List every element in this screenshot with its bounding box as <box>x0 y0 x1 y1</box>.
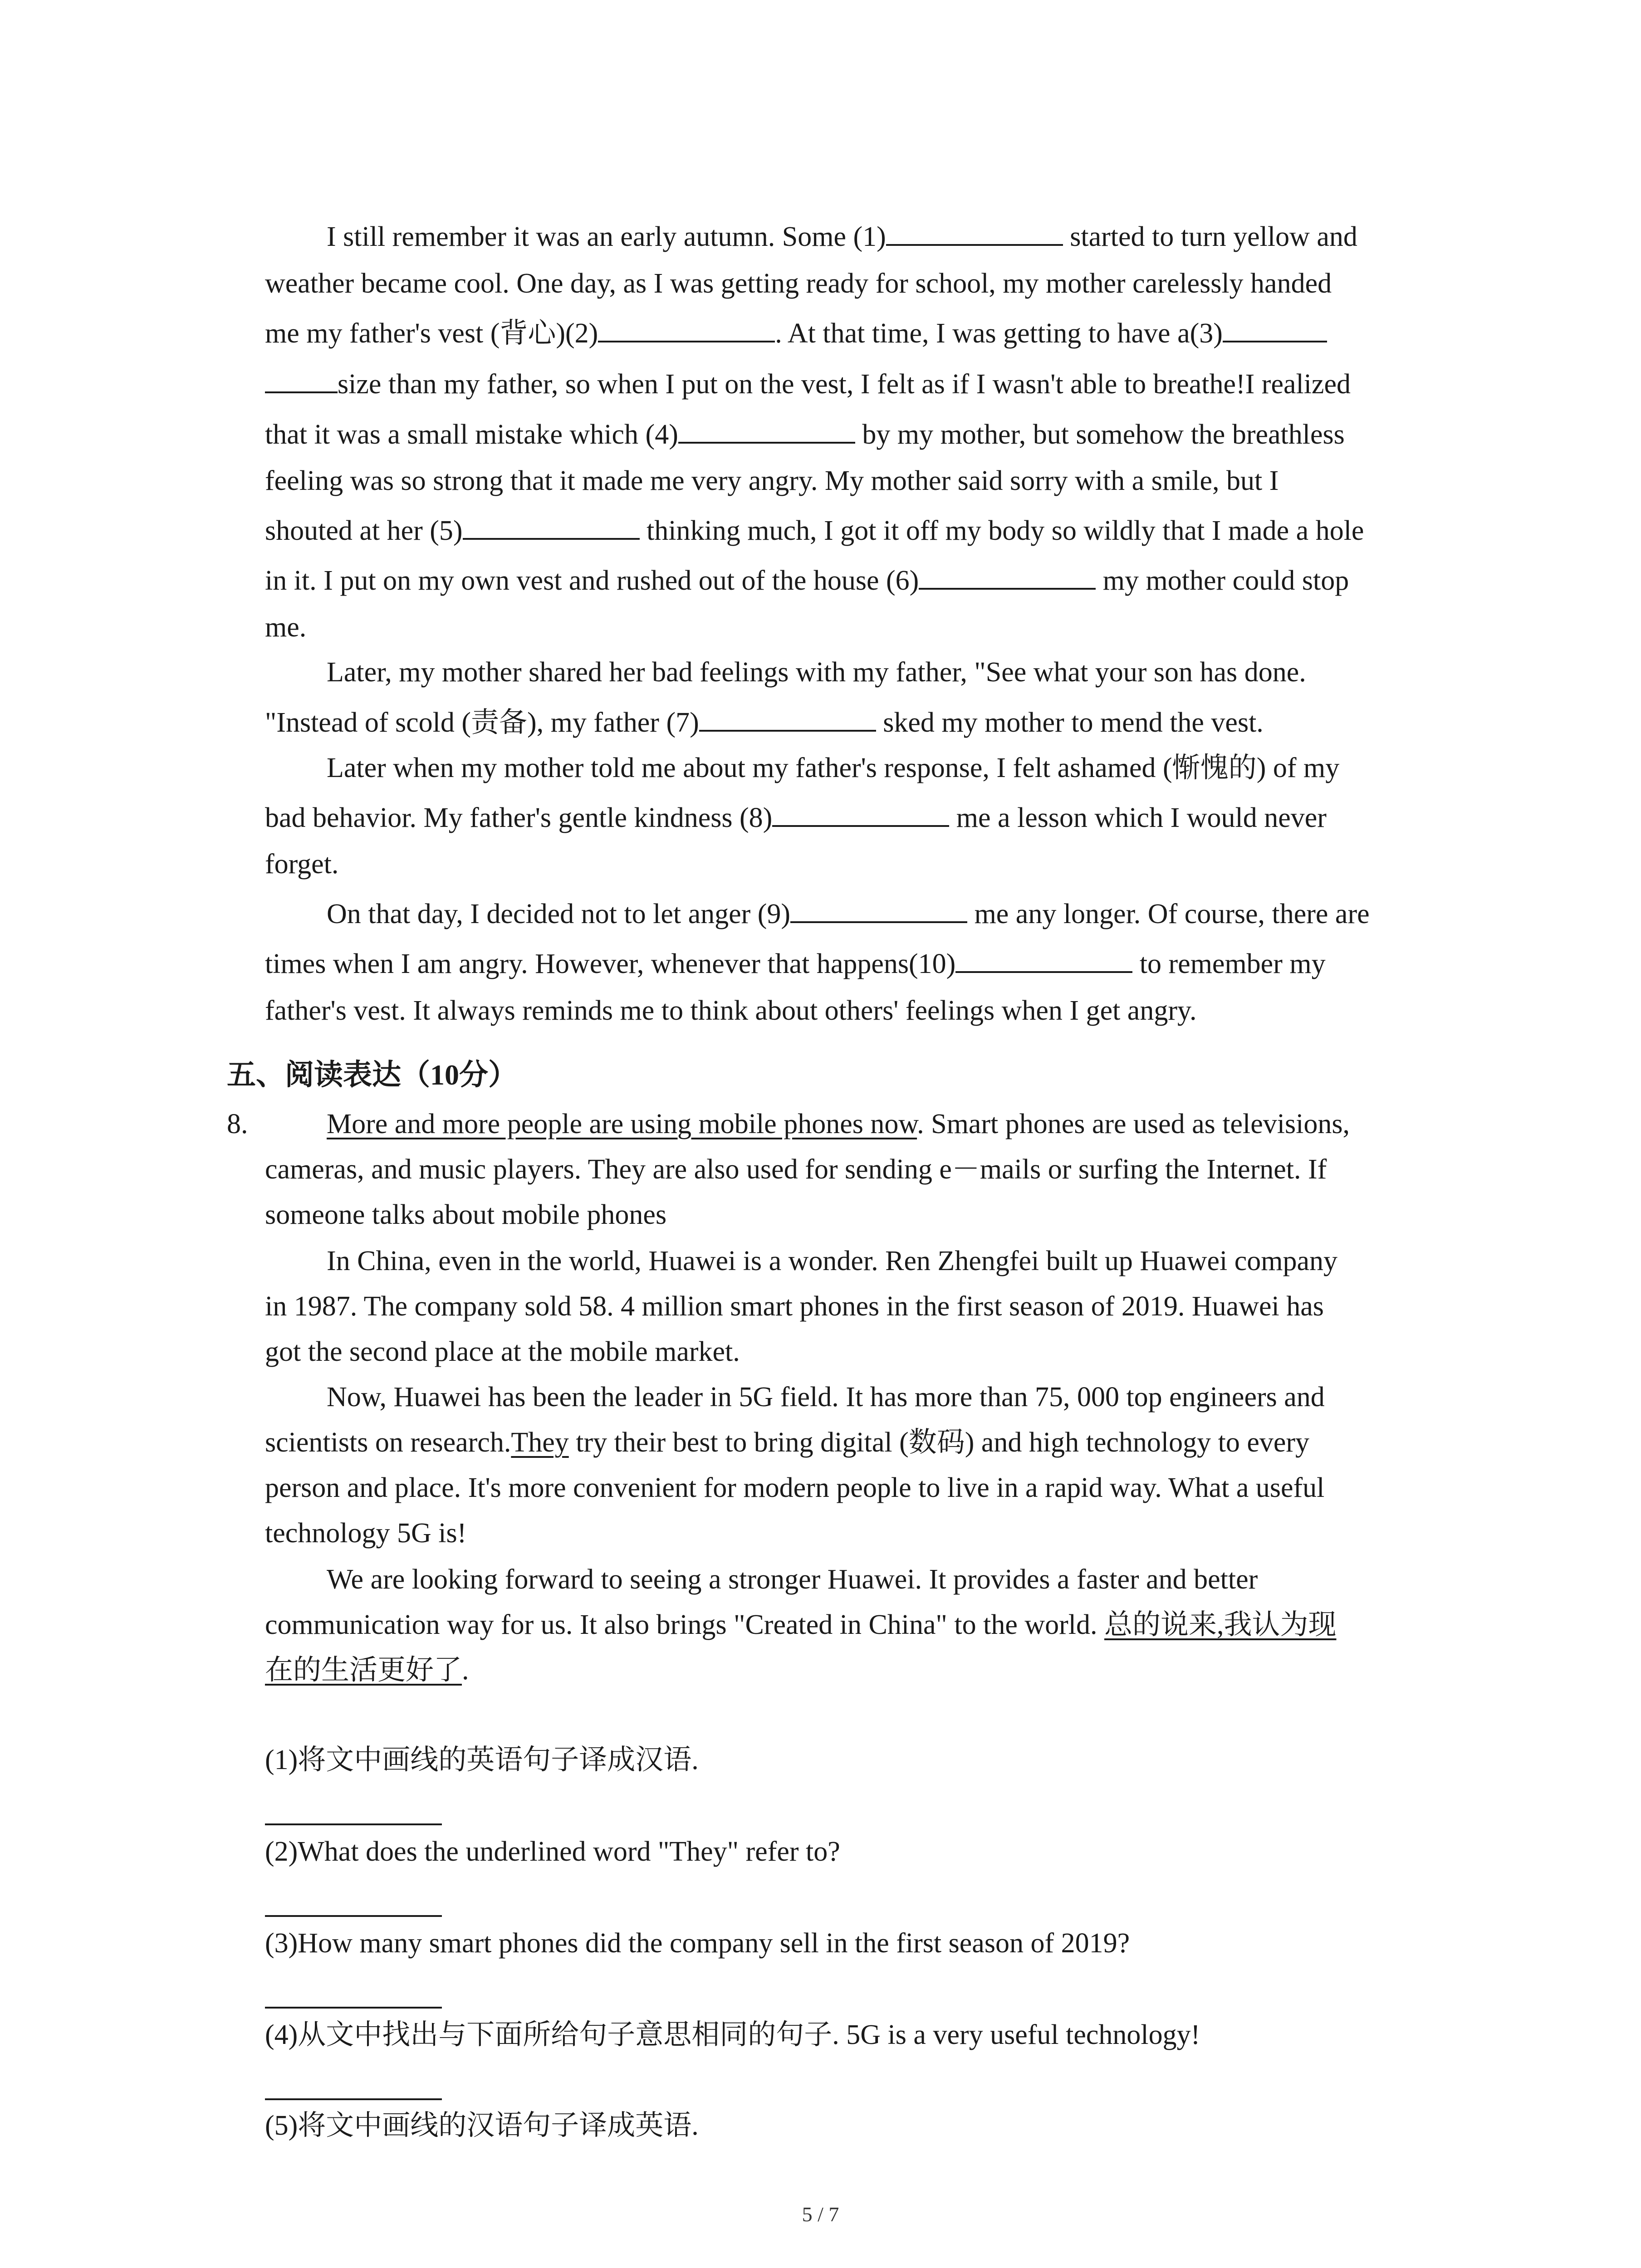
cloze-line: me. <box>265 612 307 643</box>
answer-line-4[interactable] <box>265 2098 442 2100</box>
cloze-text: to remember my <box>1132 948 1326 979</box>
cloze-text: in it. I put on my own vest and rushed out of the house (6) <box>265 565 919 596</box>
reading-line: person and place. It's more convenient for modern people to live in a rapid way. What a useful <box>265 1472 1325 1503</box>
cloze-text: my mother could stop <box>1096 565 1349 596</box>
cloze-line: forget. <box>265 849 339 880</box>
cloze-line <box>265 412 1345 457</box>
cloze-text: me a lesson which I would never <box>949 802 1327 833</box>
cloze-text: thinking much, I got it off my body so wildly that I made a hole <box>639 515 1364 546</box>
underlined-word: They <box>511 1427 569 1458</box>
cloze-text: bad behavior. My father's gentle kindness (8) <box>265 802 773 833</box>
cloze-text: On that day, I decided not to let anger (9) <box>327 899 791 929</box>
answer-blank-5[interactable] <box>463 513 640 540</box>
cloze-text: "Instead of scold (责备), my father (7) <box>265 707 699 738</box>
reading-text: communication way for us. It also brings "Created in China" to the world. <box>265 1609 1104 1640</box>
question-2: (2)What does the underlined word "They" refer to? <box>265 1836 840 1867</box>
cloze-text: me my father's vest (背心)(2) <box>265 318 598 349</box>
question-number: 8. <box>227 1109 248 1139</box>
reading-line: technology 5G is! <box>265 1518 467 1549</box>
page-number: 5 / 7 <box>802 2203 839 2226</box>
reading-text: . <box>462 1655 469 1686</box>
cloze-line: father's vest. It always reminds me to think about others' feelings when I get angry. <box>265 995 1197 1026</box>
reading-line: in 1987. The company sold 58. 4 million smart phones in the first season of 2019. Huawei has <box>265 1291 1324 1322</box>
reading-line: got the second place at the mobile market. <box>265 1336 740 1367</box>
answer-line-2[interactable] <box>265 1915 442 1917</box>
answer-blank-1[interactable] <box>886 219 1063 246</box>
cloze-line: feeling was so strong that it made me very angry. My mother said sorry with a smile, but I <box>265 465 1279 496</box>
underlined-chinese-sentence: 在的生活更好了 <box>265 1655 462 1686</box>
answer-blank-10[interactable] <box>955 946 1132 973</box>
underlined-chinese-sentence: 总的说来,我认为现 <box>1104 1609 1337 1640</box>
reading-line <box>265 1602 1337 1647</box>
cloze-line: Later when my mother told me about my father's response, I felt ashamed (惭愧的) of my <box>327 753 1340 783</box>
reading-text: . Smart phones are used as televisions, <box>917 1109 1350 1139</box>
reading-line <box>265 1647 469 1693</box>
cloze-line <box>327 214 1357 259</box>
cloze-line <box>265 795 1327 841</box>
cloze-line <box>265 311 1327 356</box>
question-3: (3)How many smart phones did the company sell in the first season of 2019? <box>265 1928 1130 1959</box>
cloze-text: size than my father, so when I put on the vest, I felt as if I wasn't able to breathe!I realized <box>338 369 1351 400</box>
answer-blank-6[interactable] <box>919 562 1096 590</box>
cloze-text: . At that time, I was getting to have a(3) <box>775 318 1223 349</box>
cloze-text: shouted at her (5) <box>265 515 463 546</box>
cloze-line <box>265 941 1326 987</box>
cloze-line <box>265 558 1349 603</box>
answer-blank-8[interactable] <box>772 800 949 827</box>
cloze-text: that it was a small mistake which (4) <box>265 419 678 450</box>
answer-line-3[interactable] <box>265 2007 442 2009</box>
reading-line: someone talks about mobile phones <box>265 1199 667 1230</box>
cloze-line <box>265 362 1351 407</box>
cloze-line: weather became cool. One day, as I was getting ready for school, my mother carelessly handed <box>265 268 1332 299</box>
reading-line: In China, even in the world, Huawei is a wonder. Ren Zhengfei built up Huawei company <box>327 1246 1338 1276</box>
cloze-text: started to turn yellow and <box>1063 221 1357 252</box>
cloze-text: times when I am angry. However, whenever that happens(10) <box>265 948 956 979</box>
cloze-line <box>265 700 1264 745</box>
reading-line: Now, Huawei has been the leader in 5G field. It has more than 75, 000 top engineers and <box>327 1382 1325 1413</box>
answer-blank-4[interactable] <box>678 416 855 444</box>
cloze-text: sked my mother to mend the vest. <box>876 707 1264 738</box>
cloze-line <box>327 891 1370 937</box>
reading-line: We are looking forward to seeing a stronger Huawei. It provides a faster and better <box>327 1564 1258 1595</box>
answer-blank-9[interactable] <box>790 896 967 923</box>
cloze-text: I still remember it was an early autumn. Some (1) <box>327 221 886 252</box>
question-5: (5)将文中画线的汉语句子译成英语. <box>265 2110 699 2141</box>
question-4: (4)从文中找出与下面所给句子意思相同的句子. 5G is a very useful technology! <box>265 2019 1200 2050</box>
cloze-line <box>265 508 1364 553</box>
answer-blank-3[interactable] <box>1223 315 1327 342</box>
question-1: (1)将文中画线的英语句子译成汉语. <box>265 1745 699 1775</box>
reading-line <box>265 1420 1309 1465</box>
section-heading: 五、阅读表达（10分） <box>227 1059 517 1091</box>
answer-blank-7[interactable] <box>699 704 876 732</box>
cloze-text: by my mother, but somehow the breathless <box>855 419 1345 450</box>
reading-line: cameras, and music players. They are also used for sending e－mails or surfing the Internet. If <box>265 1154 1327 1185</box>
reading-text: scientists on research. <box>265 1427 511 1458</box>
answer-blank-2[interactable] <box>598 315 775 342</box>
reading-text: try their best to bring digital (数码) and high technology to every <box>568 1427 1310 1458</box>
reading-line <box>327 1101 1350 1147</box>
answer-line-1[interactable] <box>265 1823 442 1825</box>
answer-blank-3-cont[interactable] <box>265 366 338 393</box>
cloze-text: me any longer. Of course, there are <box>967 899 1370 929</box>
underlined-sentence: More and more people are using mobile phones now <box>327 1109 917 1139</box>
cloze-line: Later, my mother shared her bad feelings with my father, "See what your son has done. <box>327 657 1306 688</box>
